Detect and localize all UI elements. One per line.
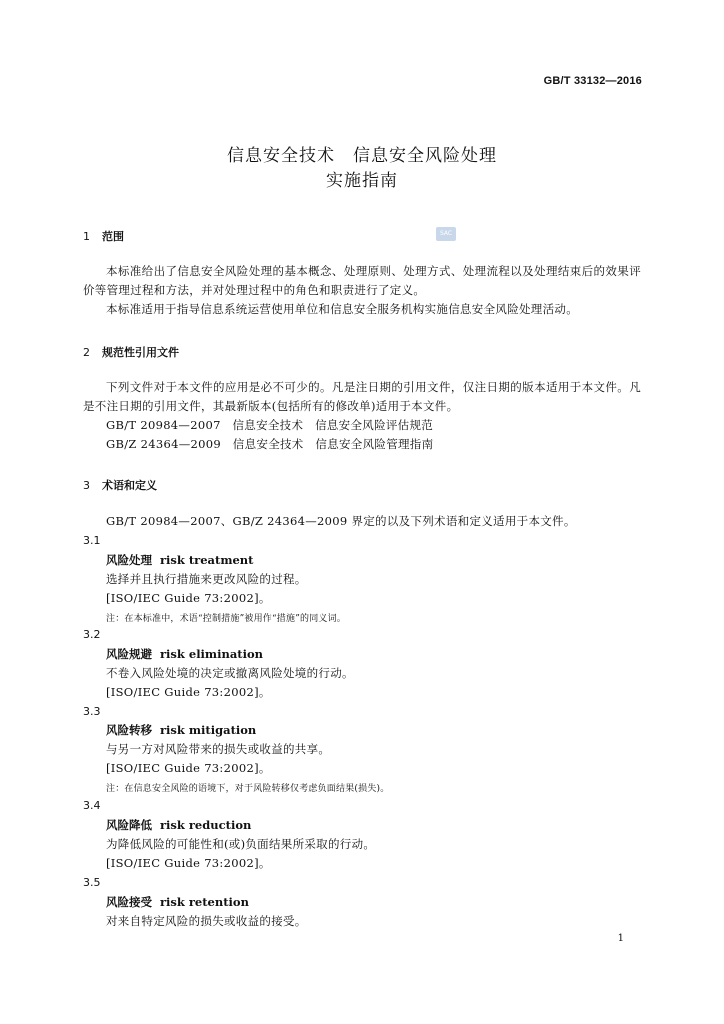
section-name: 术语和定义: [102, 479, 157, 492]
term-source: [ISO/IEC Guide 73:2002]。: [106, 591, 271, 605]
term-name-cn: 风险规避: [106, 647, 152, 661]
term-number: 3.3: [83, 705, 101, 718]
term-name-cn: 风险转移: [106, 723, 152, 737]
section-number: 2: [83, 346, 90, 359]
section-number: 3: [83, 479, 90, 492]
term-name-en: risk treatment: [160, 553, 254, 567]
sac-watermark: SAC: [436, 227, 456, 241]
reference-item: GB/T 20984—2007 信息安全技术 信息安全风险评估规范: [106, 418, 434, 432]
term-name: [106, 552, 253, 568]
term-name: [106, 646, 263, 662]
term-name-en: risk mitigation: [160, 723, 257, 737]
term-number: 3.2: [83, 628, 101, 641]
term-definition: 不卷入风险处境的决定或撤离风险处境的行动。: [106, 666, 354, 680]
section-heading-references: [83, 344, 179, 360]
term-source: [ISO/IEC Guide 73:2002]。: [106, 685, 271, 699]
terms-intro: GB/T 20984—2007、GB/Z 24364—2009 界定的以及下列术语和定义适用于本文件。: [106, 514, 576, 528]
term-definition: 为降低风险的可能性和(或)负面结果所采取的行动。: [106, 837, 376, 851]
section-name: 规范性引用文件: [102, 346, 179, 359]
references-intro: 下列文件对于本文件的应用是必不可少的。凡是注日期的引用文件，仅注日期的版本适用于本文件。凡是不注日期的引用文件，其最新版本(包括所有的修改单)适用于本文件。: [83, 380, 641, 413]
term-number: 3.5: [83, 876, 101, 889]
term-name-cn: 风险接受: [106, 895, 152, 909]
term-name: [106, 894, 249, 910]
term-name-en: risk elimination: [160, 647, 263, 661]
term-source: [ISO/IEC Guide 73:2002]。: [106, 856, 271, 870]
term-source: [ISO/IEC Guide 73:2002]。: [106, 761, 271, 775]
term-name-cn: 风险处理: [106, 553, 152, 567]
standard-number: GB/T 33132—2016: [543, 75, 642, 87]
document-subtitle: 实施指南: [326, 171, 398, 191]
section-number: 1: [83, 230, 90, 243]
term-number: 3.1: [83, 534, 101, 547]
term-note: 注：在本标准中，术语“控制措施”被用作“措施”的同义词。: [106, 614, 347, 624]
term-name: [106, 722, 256, 738]
reference-item: GB/Z 24364—2009 信息安全技术 信息安全风险管理指南: [106, 437, 434, 451]
term-name-en: risk retention: [160, 895, 249, 909]
scope-paragraph-1: 本标准给出了信息安全风险处理的基本概念、处理原则、处理方式、处理流程以及处理结束后的效果评价等管理过程和方法，并对处理过程中的角色和职责进行了定义。: [83, 264, 641, 297]
document-title: 信息安全技术 信息安全风险处理: [227, 146, 497, 166]
section-name: 范围: [102, 230, 124, 243]
term-note: 注：在信息安全风险的语境下，对于风险转移仅考虑负面结果(损失)。: [106, 784, 390, 794]
section-heading-scope: [83, 228, 124, 244]
term-definition: 与另一方对风险带来的损失或收益的共享。: [106, 742, 331, 756]
term-number: 3.4: [83, 799, 101, 812]
term-definition: 选择并且执行措施来更改风险的过程。: [106, 572, 307, 586]
term-name-cn: 风险降低: [106, 818, 152, 832]
term-name-en: risk reduction: [160, 818, 252, 832]
term-name: [106, 817, 251, 833]
scope-paragraph-2: 本标准适用于指导信息系统运营使用单位和信息安全服务机构实施信息安全风险处理活动。: [106, 302, 578, 316]
page-number: 1: [617, 933, 624, 944]
section-heading-terms: [83, 477, 157, 493]
term-definition: 对来自特定风险的损失或收益的接受。: [106, 914, 307, 928]
